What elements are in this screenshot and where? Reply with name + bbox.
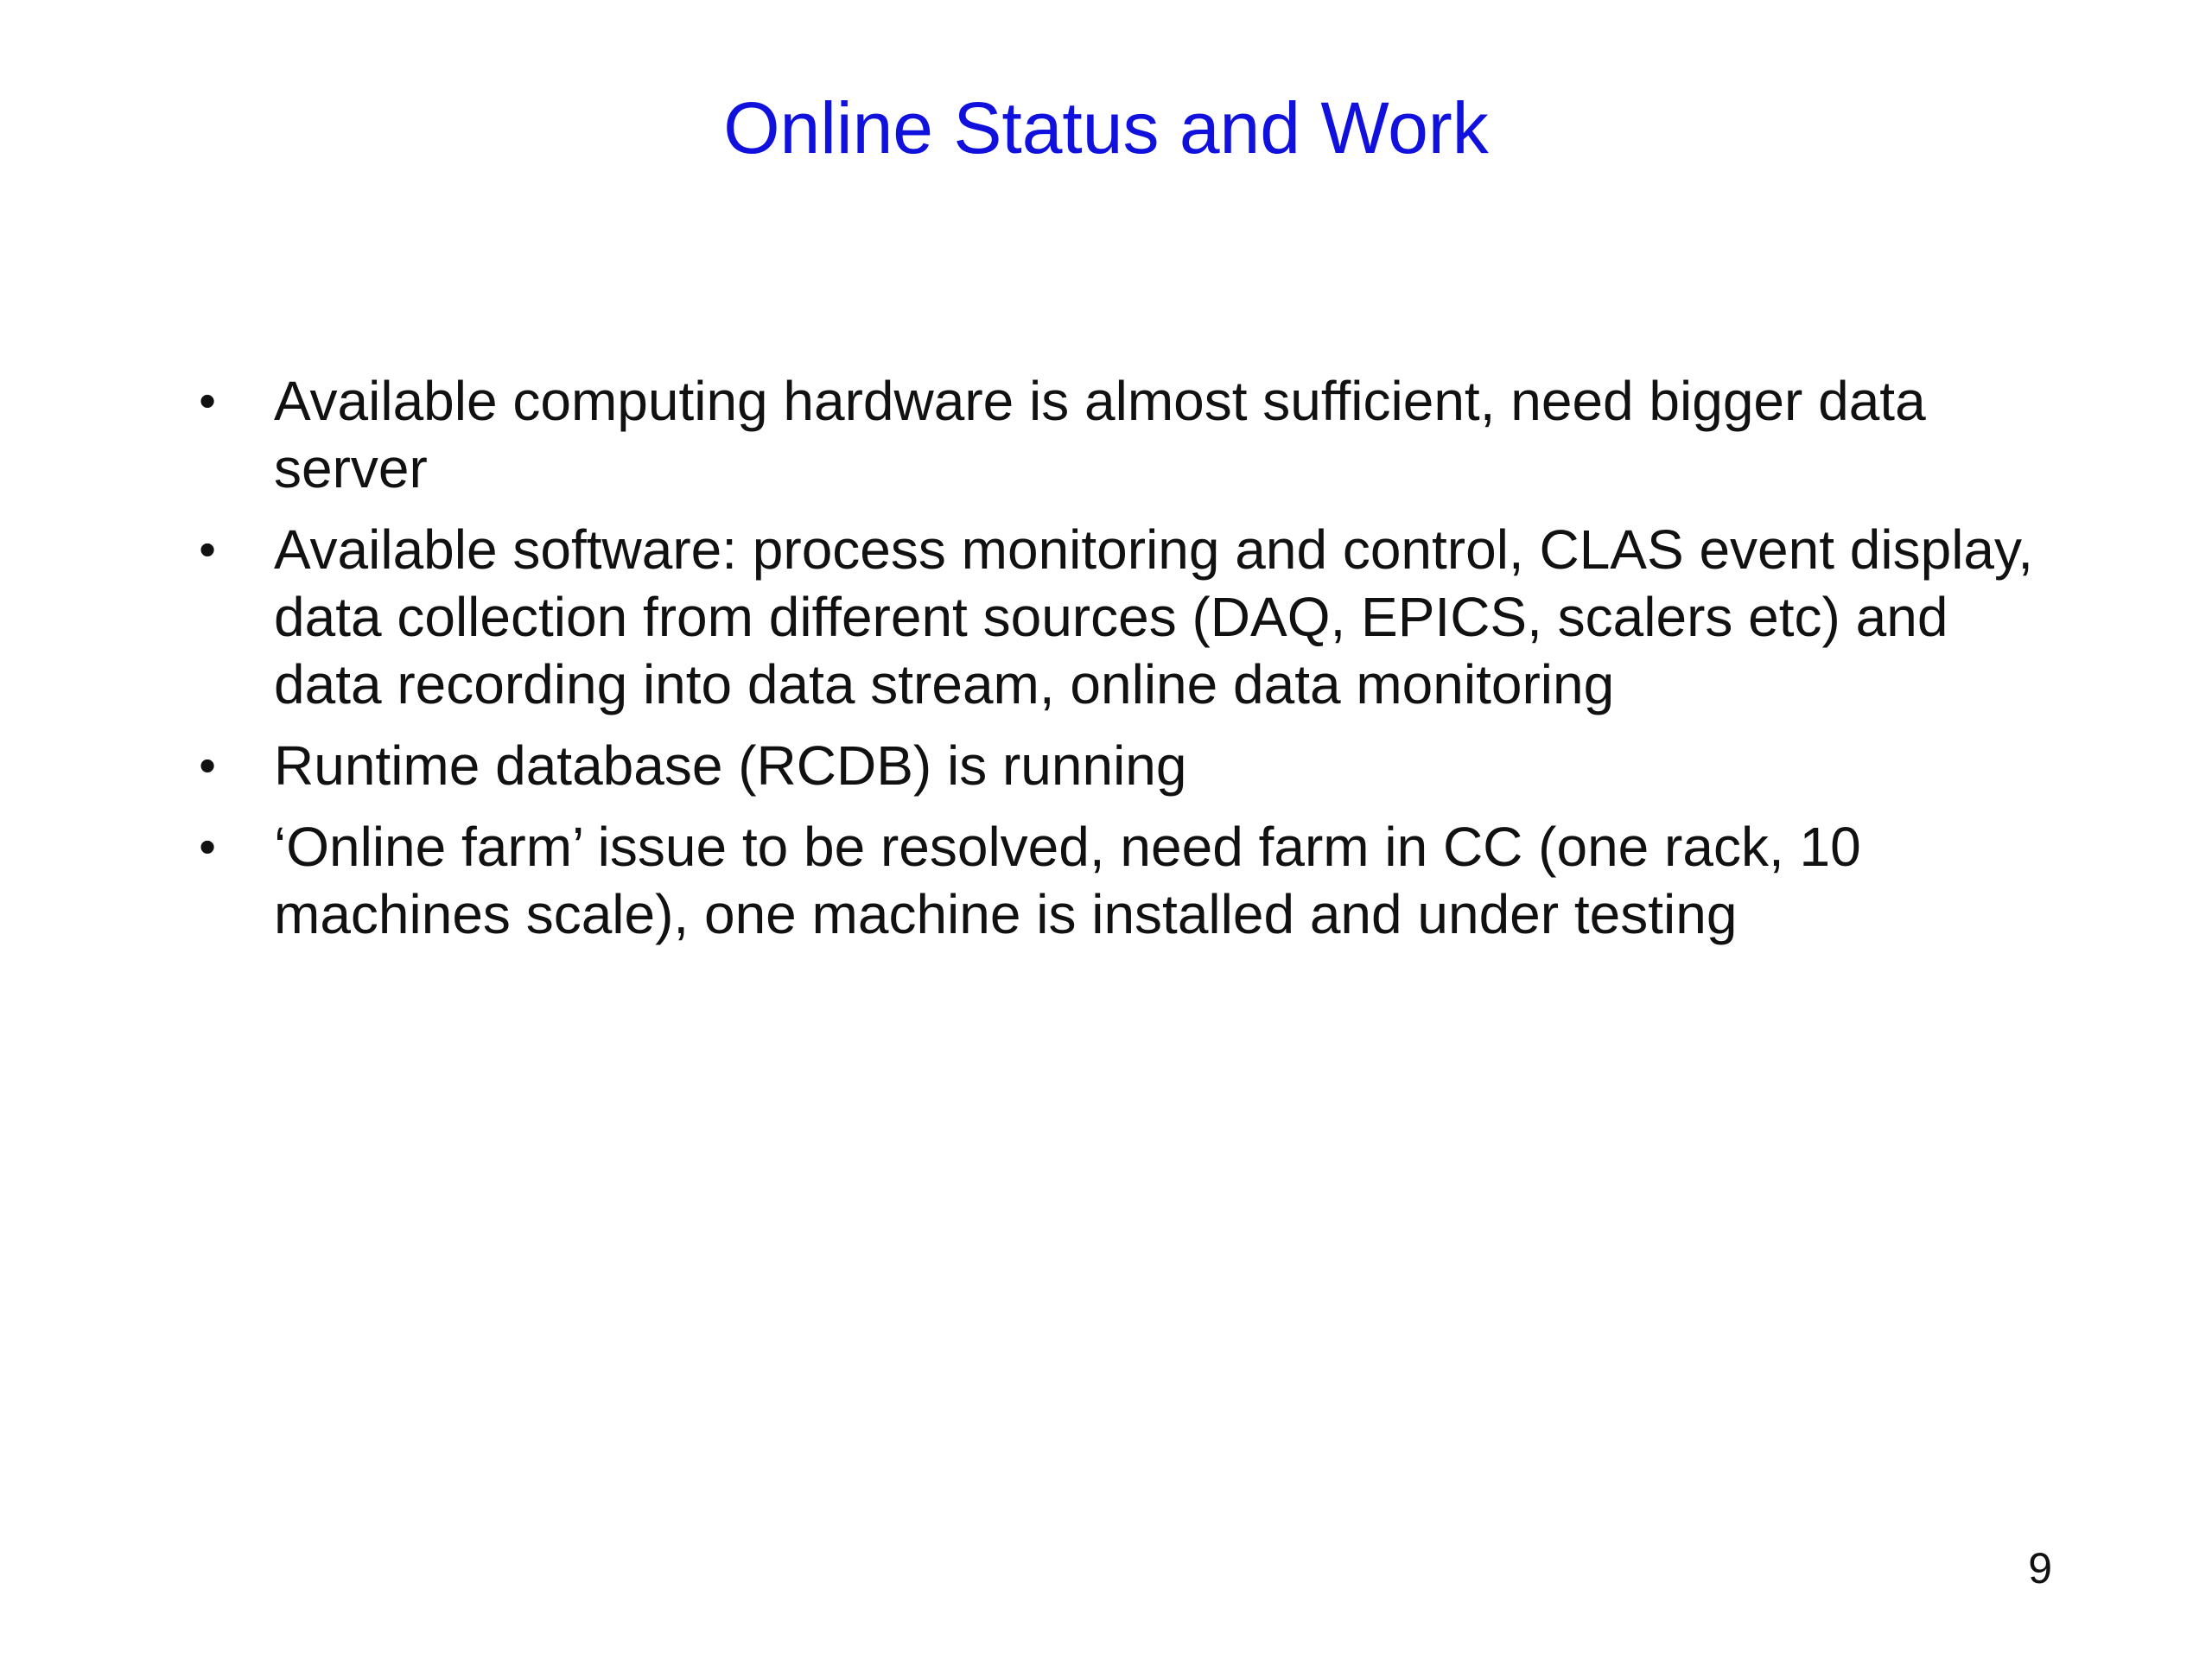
bullet-list	[190, 367, 2039, 962]
bullet-text: Available computing hardware is almost sufficient, need bigger data server	[274, 370, 1926, 499]
bullet-item-hardware	[190, 367, 2039, 502]
slide-title: Online Status and Work	[723, 87, 1489, 168]
bullet-text: Runtime database (RCDB) is running	[274, 734, 1187, 797]
bullet-icon: •	[199, 373, 216, 428]
bullet-item-online-farm	[190, 813, 2039, 948]
bullet-icon: •	[199, 819, 216, 874]
page-number: 9	[2028, 1544, 2052, 1592]
bullet-icon: •	[199, 522, 216, 576]
bullet-icon: •	[199, 738, 216, 792]
bullet-item-rcdb	[190, 732, 2039, 799]
bullet-item-software	[190, 516, 2039, 718]
bullet-text: Available software: process monitoring and control, CLAS event display, data collection from different sources (DAQ, EPICS, scalers etc) and data recording into data stream, online data monitoring	[274, 518, 2034, 715]
bullet-text: ‘Online farm’ issue to be resolved, need farm in CC (one rack, 10 machines scale), one machine is installed and under testing	[274, 816, 1861, 945]
